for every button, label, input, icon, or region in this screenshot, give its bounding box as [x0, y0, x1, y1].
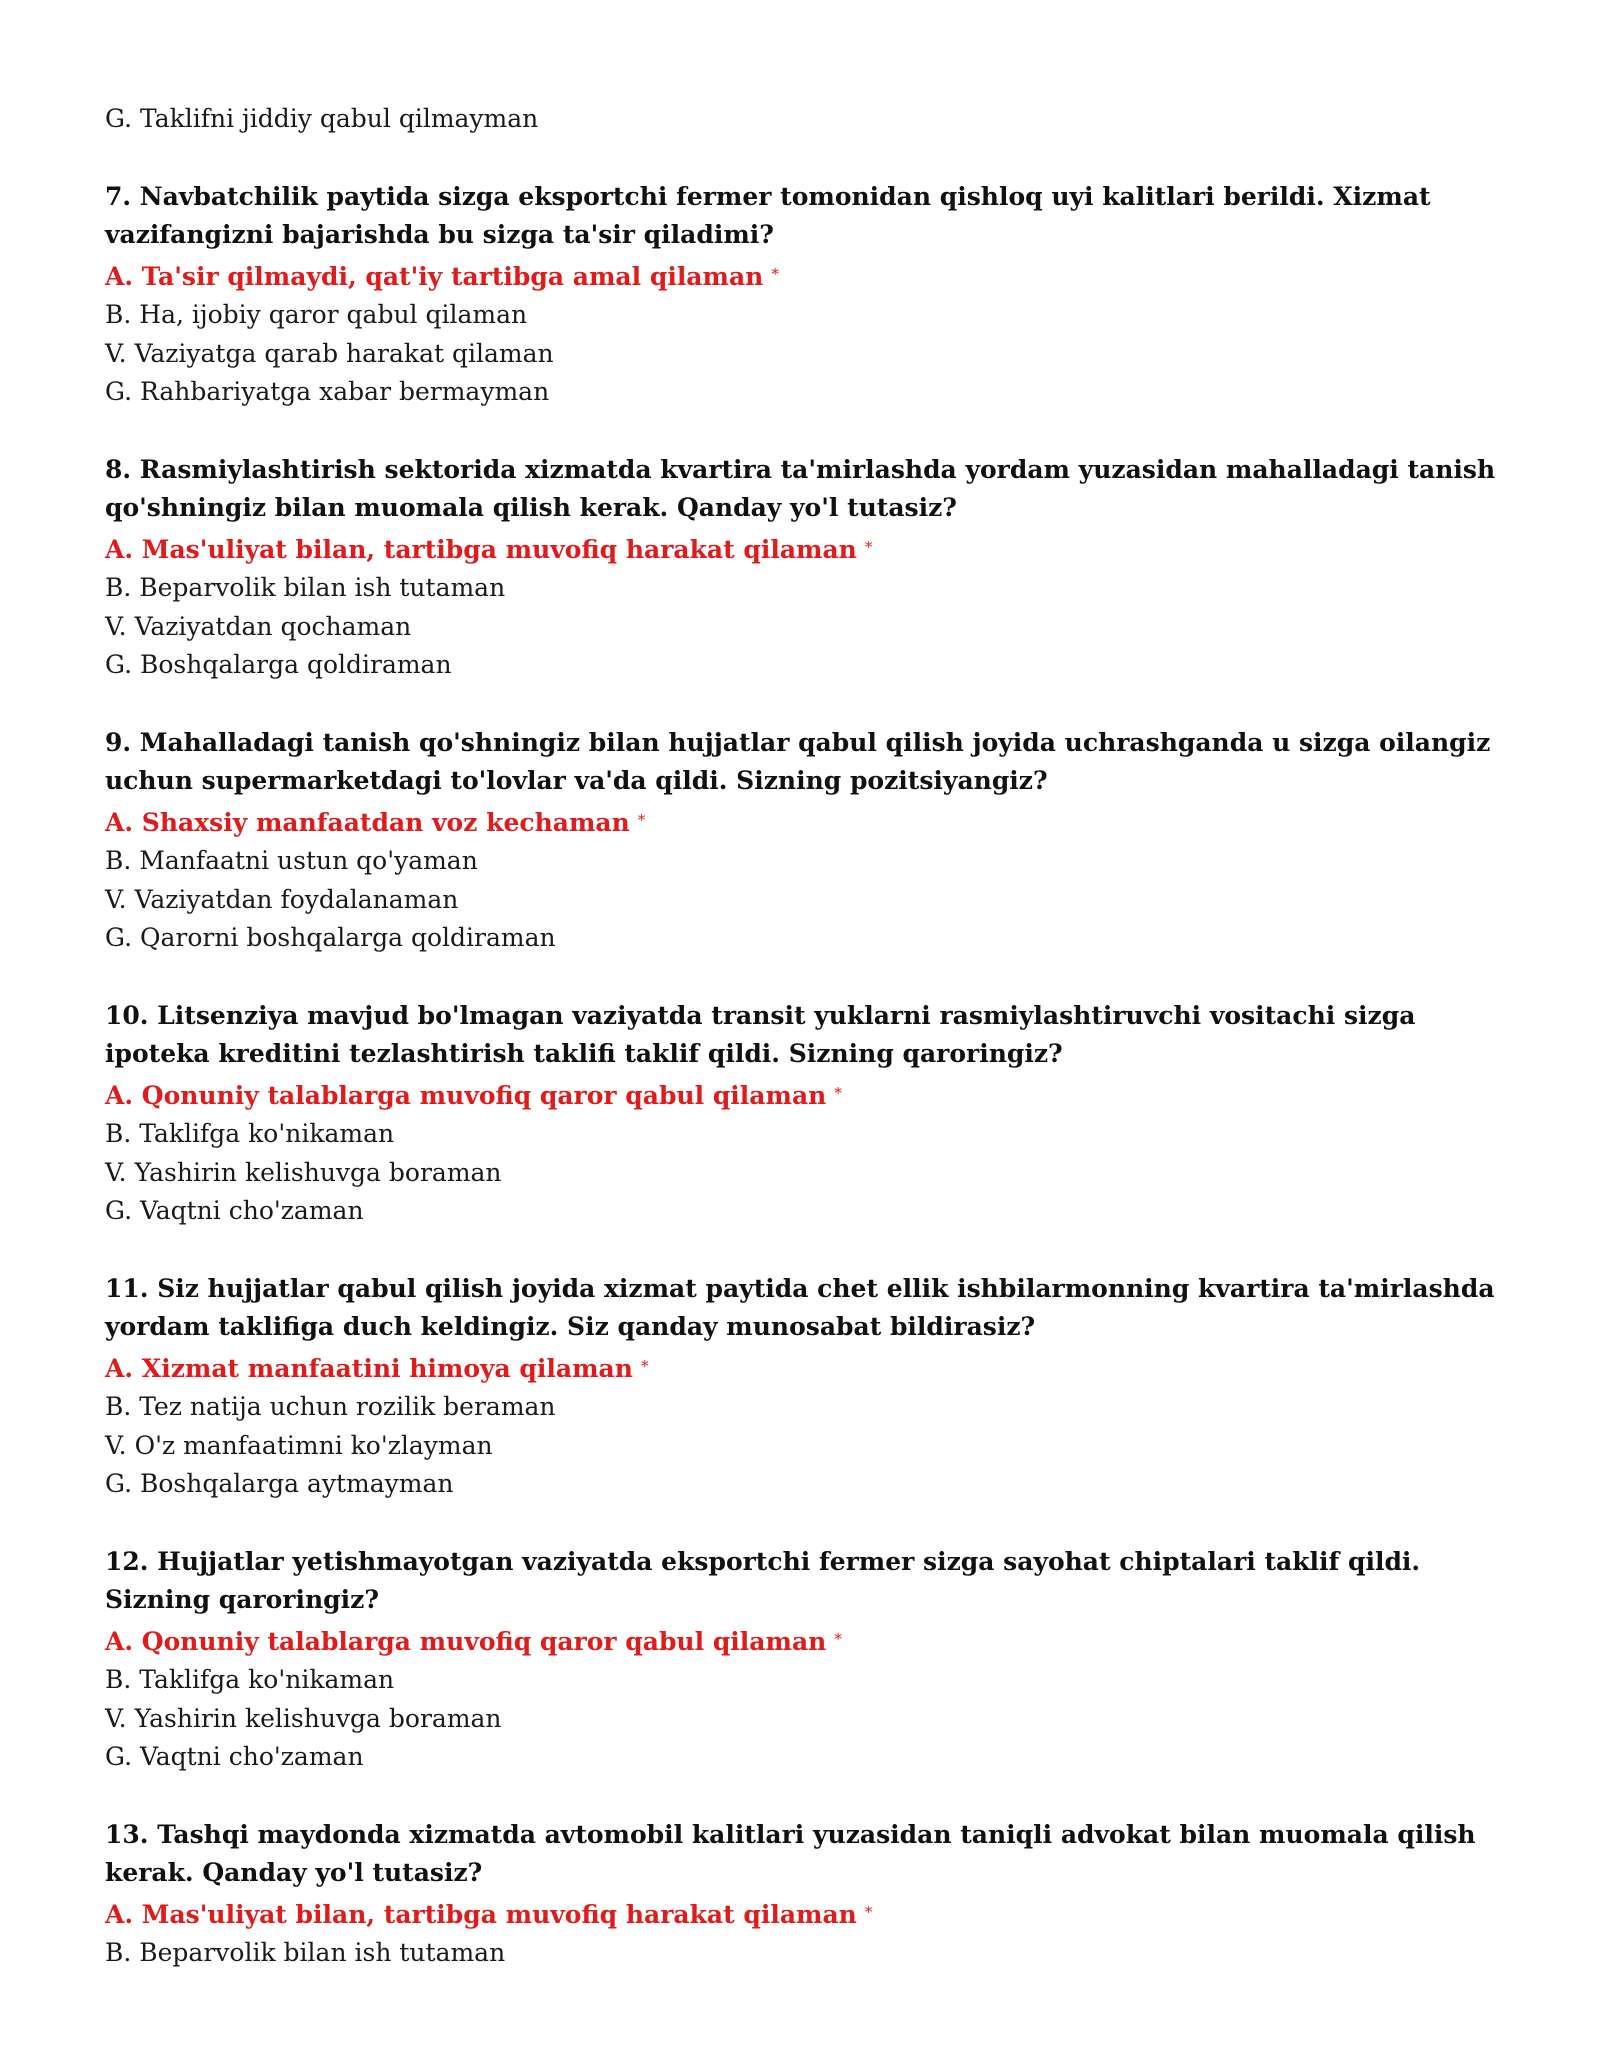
correct-answer: A. Ta'sir qilmaydi, qat'iy tartibga amal qilaman *: [105, 261, 779, 291]
correct-marker: *: [640, 1356, 649, 1375]
option-text: B. Ha, ijobiy qaror qabul qilaman: [105, 300, 528, 329]
option-text: G. Vaqtni cho'zaman: [105, 1742, 364, 1771]
correct-answer: A. Qonuniy talablarga muvofiq qaror qabul qilaman *: [105, 1626, 842, 1656]
question-text: 11. Siz hujjatlar qabul qilish joyida xizmat paytida chet ellik ishbilarmonning kvartira ta'mirlashda yordam taklifiga duch keldingiz. Siz qanday munosabat bildirasiz?: [105, 1273, 1495, 1341]
option-text: B. Beparvolik bilan ish tutaman: [105, 573, 506, 602]
correct-marker: *: [864, 537, 873, 556]
question-block: [105, 178, 1505, 412]
question-block: [105, 724, 1505, 958]
option-text: V. Vaziyatdan foydalanaman: [105, 884, 459, 914]
option-text: V. Vaziyatdan qochaman: [105, 611, 412, 641]
option-text: B. Taklifga ko'nikaman: [105, 1119, 395, 1148]
option-text: G. Boshqalarga qoldiraman: [105, 650, 452, 679]
question-text: 12. Hujjatlar yetishmayotgan vaziyatda eksportchi fermer sizga sayohat chiptalari taklif qildi. Sizning qaroringiz?: [105, 1546, 1421, 1614]
option-text: B. Tez natija uchun rozilik beraman: [105, 1392, 556, 1421]
option-text: G. Boshqalarga aytmayman: [105, 1469, 454, 1498]
correct-marker: *: [864, 1902, 873, 1921]
option-text: G. Qarorni boshqalarga qoldiraman: [105, 923, 556, 952]
correct-answer: A. Qonuniy talablarga muvofiq qaror qabul qilaman *: [105, 1080, 842, 1110]
question-text: 8. Rasmiylashtirish sektorida xizmatda kvartira ta'mirlashda yordam yuzasidan mahalladagi tanish qo'shningiz bilan muomala qilish kerak. Qanday yo'l tutasiz?: [105, 454, 1496, 522]
question-block: [105, 1816, 1505, 1973]
option-text: B. Taklifga ko'nikaman: [105, 1665, 395, 1694]
correct-marker: *: [834, 1083, 842, 1102]
question-block: [105, 997, 1505, 1231]
question-block: [105, 451, 1505, 685]
option-text: G. Vaqtni cho'zaman: [105, 1196, 364, 1225]
correct-answer: A. Mas'uliyat bilan, tartibga muvofiq harakat qilaman *: [105, 534, 873, 564]
correct-marker: *: [771, 264, 779, 283]
question-text: 7. Navbatchilik paytida sizga eksportchi fermer tomonidan qishloq uyi kalitlari berildi. Xizmat vazifangizni bajarishda bu sizga ta'sir qiladimi?: [105, 181, 1431, 249]
correct-marker: *: [637, 810, 646, 829]
question-block: [105, 1543, 1505, 1777]
option-text: V. Vaziyatga qarab harakat qilaman: [105, 338, 554, 368]
option-text: G. Rahbariyatga xabar bermayman: [105, 377, 550, 406]
correct-answer: A. Shaxsiy manfaatdan voz kechaman *: [105, 807, 646, 837]
correct-answer: A. Xizmat manfaatini himoya qilaman *: [105, 1353, 649, 1383]
option-text: B. Manfaatni ustun qo'yaman: [105, 846, 478, 875]
correct-marker: *: [834, 1629, 842, 1648]
question-text: 10. Litsenziya mavjud bo'lmagan vaziyatda transit yuklarni rasmiylashtiruvchi vositachi sizga ipoteka kreditini tezlashtirish taklifi taklif qildi. Sizning qaroringiz?: [105, 1000, 1416, 1068]
question-text: 13. Tashqi maydonda xizmatda avtomobil kalitlari yuzasidan taniqli advokat bilan muomala qilish kerak. Qanday yo'l tutasiz?: [105, 1819, 1476, 1887]
option-text: V. O'z manfaatimni ko'zlayman: [105, 1430, 493, 1460]
option-text: B. Beparvolik bilan ish tutaman: [105, 1938, 506, 1967]
option-text: V. Yashirin kelishuvga boraman: [105, 1157, 502, 1187]
question-text: 9. Mahalladagi tanish qo'shningiz bilan hujjatlar qabul qilish joyida uchrashganda u sizga oilangiz uchun supermarketdagi to'lovlar va'da qildi. Sizning pozitsiyangiz?: [105, 727, 1491, 795]
option-text: V. Yashirin kelishuvga boraman: [105, 1703, 502, 1733]
question-block: [105, 1270, 1505, 1504]
quiz-page: [105, 100, 1505, 1973]
option-text: G. Taklifni jiddiy qabul qilmayman: [105, 104, 539, 133]
correct-answer: A. Mas'uliyat bilan, tartibga muvofiq harakat qilaman *: [105, 1899, 873, 1929]
